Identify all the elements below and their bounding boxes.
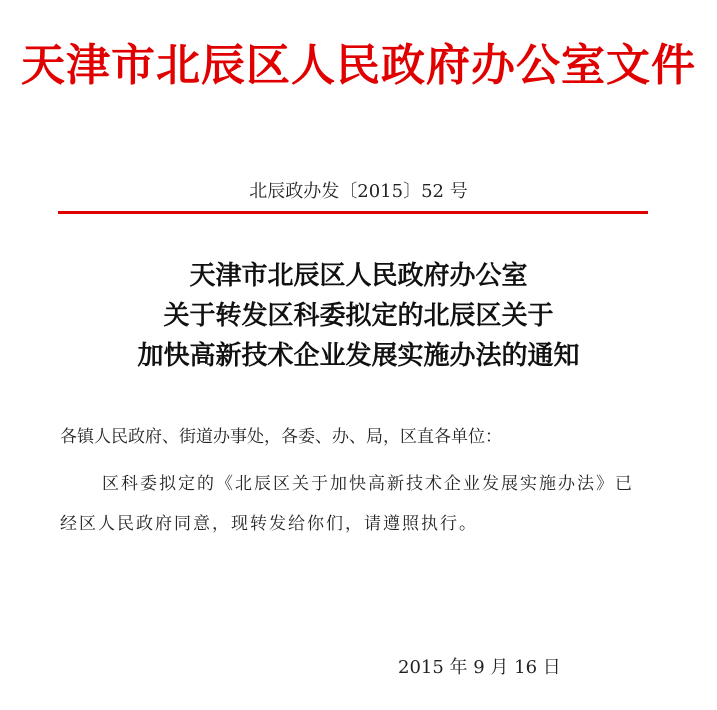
title-line: 关于转发区科委拟定的北辰区关于 [163,301,554,331]
document-header: 天津市北辰区人民政府办公室文件 [21,40,696,91]
red-divider [58,211,648,214]
document-date: 2015 年 9 月 16 日 [398,657,561,678]
title-line: 天津市北辰区人民政府办公室 [189,261,528,291]
document-title [0,256,717,376]
body-paragraph: 区科委拟定的《北辰区关于加快高新技术企业发展实施办法》已经区人民政府同意，现转发给你们，请遵照执行。 [60,474,634,534]
title-line: 加快高新技术企业发展实施办法的通知 [137,341,580,371]
document-number: 北辰政办发〔2015〕52 号 [249,181,468,202]
addressee-line: 各镇人民政府、街道办事处，各委、办、局，区直各单位： [60,427,502,447]
